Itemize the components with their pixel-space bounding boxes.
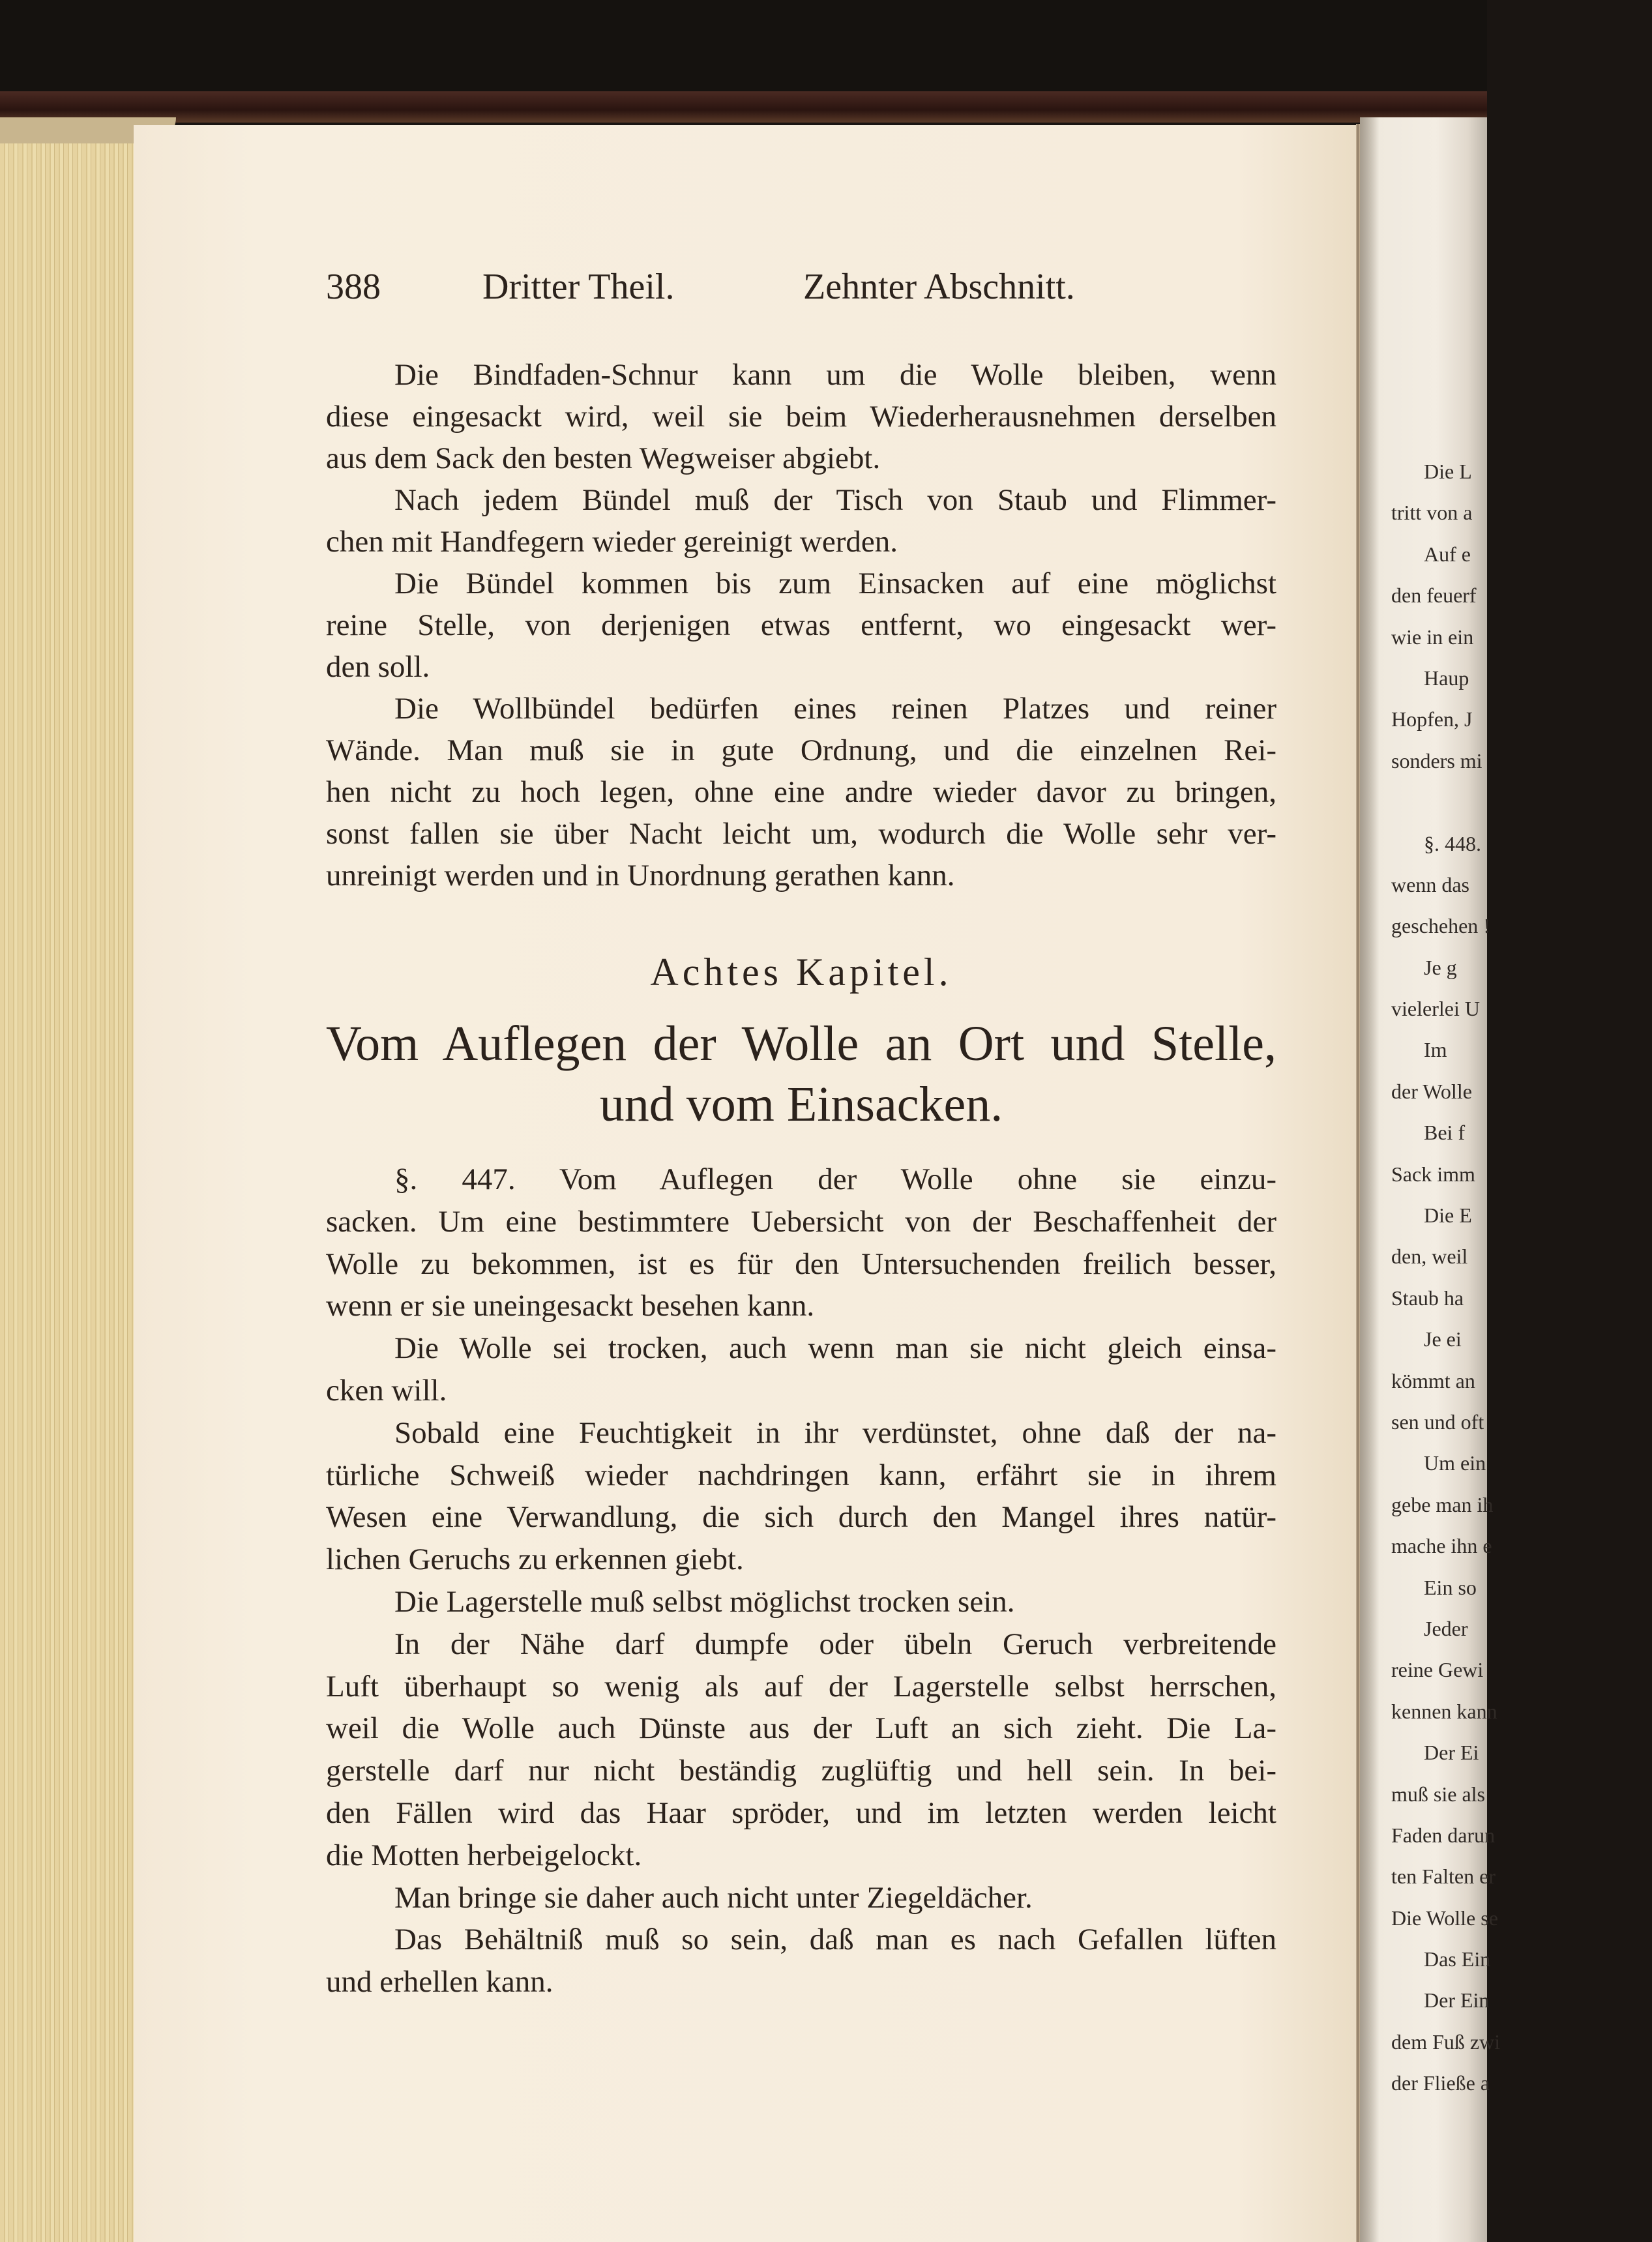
text-line: Die Bündel kommen bis zum Einsacken auf eine möglichst <box>394 567 1276 600</box>
text-line: weil die Wolle auch Dünste aus der Luft an sich zieht. Die La- <box>326 1711 1276 1746</box>
facing-page-line: Bei f <box>1424 1121 1466 1145</box>
facing-page-line: tritt von a <box>1391 501 1473 525</box>
header-section: Zehnter Abschnitt. <box>803 267 1075 307</box>
facing-page-line: Staub ha <box>1391 1286 1464 1310</box>
facing-page-line: geschehen ! <box>1391 914 1490 938</box>
facing-page-line: Jeder <box>1424 1616 1468 1640</box>
book-binding-edge <box>0 91 1487 123</box>
facing-page-line: Die Wolle se <box>1391 1906 1498 1930</box>
text-line: Die Wolle sei trocken, auch wenn man sie nicht gleich einsa- <box>394 1331 1276 1366</box>
facing-page-line: Auf e <box>1424 542 1471 566</box>
chapter-title-line-1: Vom Auflegen der Wolle an Ort und Stelle, <box>326 1016 1276 1071</box>
text-line: Die Lagerstelle muß selbst möglichst trocken sein. <box>394 1584 1015 1619</box>
facing-page-line: Um ein <box>1424 1451 1486 1475</box>
facing-page-line: vielerlei U <box>1391 997 1480 1021</box>
text-line: den soll. <box>326 650 430 684</box>
facing-page-line: Die E <box>1424 1203 1472 1228</box>
text-line: wenn er sie uneingesackt besehen kann. <box>326 1289 815 1323</box>
facing-page-line: den feuerf <box>1391 583 1477 608</box>
text-line: gerstelle darf nur nicht beständig zuglüftig und hell sein. In bei- <box>326 1754 1276 1788</box>
facing-page-line: kömmt an <box>1391 1368 1475 1393</box>
facing-page <box>1360 117 1501 2242</box>
facing-page-line: kennen kann <box>1391 1699 1497 1723</box>
facing-page-line: wenn das <box>1391 872 1469 896</box>
facing-page-line: ten Falten er <box>1391 1865 1496 1889</box>
text-line: Man bringe sie daher auch nicht unter Ziegeldächer. <box>394 1880 1033 1915</box>
facing-page-line: Das Ein <box>1424 1947 1491 1971</box>
text-line: die Motten herbeigelockt. <box>326 1838 642 1872</box>
facing-page-line: Die L <box>1424 460 1472 483</box>
facing-page-text <box>1391 451 1652 2104</box>
facing-page-line: wie in ein <box>1391 625 1474 649</box>
dark-background <box>0 0 1487 98</box>
text-line: hen nicht zu hoch legen, ohne eine andre wieder davor zu bringen, <box>326 775 1276 809</box>
header-part: Dritter Theil. <box>482 267 675 307</box>
facing-page-line: Hopfen, J <box>1391 707 1473 731</box>
text-line: Die Bindfaden-Schnur kann um die Wolle bleiben, wenn <box>394 358 1276 392</box>
text-line: diese eingesackt wird, weil sie beim Wiederherausnehmen derselben <box>326 400 1276 434</box>
text-line: Nach jedem Bündel muß der Tisch von Staub und Flimmer- <box>394 483 1276 517</box>
facing-page-line: Haup <box>1424 666 1469 690</box>
facing-page-line: Der Ei <box>1424 1741 1479 1765</box>
text-line: aus dem Sack den besten Wegweiser abgiebt. <box>326 441 881 475</box>
chapter-title-line-2: und vom Einsacken. <box>599 1077 1003 1132</box>
text-block-top <box>326 354 1276 896</box>
facing-page-line: Der Ein <box>1424 1988 1490 2013</box>
text-line: Wände. Man muß sie in gute Ordnung, und die einzelnen Rei- <box>326 733 1276 767</box>
facing-page-shadow <box>1360 117 1379 2242</box>
text-line: Das Behältniß muß so sein, daß man es nach Gefallen lüften <box>394 1923 1276 1957</box>
facing-page-line: der Fließe a <box>1391 2071 1490 2095</box>
text-line: §. 447. Vom Auflegen der Wolle ohne sie einzu- <box>394 1162 1276 1196</box>
chapter-number: Achtes Kapitel. <box>650 951 952 994</box>
text-line: unreinigt werden und in Unordnung gerathen kann. <box>326 859 955 892</box>
facing-page-line: Im <box>1424 1038 1447 1062</box>
text-line: chen mit Handfegern wieder gereinigt werden. <box>326 525 898 559</box>
text-line: Wesen eine Verwandlung, die sich durch den Mangel ihres natür- <box>326 1500 1276 1535</box>
facing-page-line: Faden darun <box>1391 1823 1496 1847</box>
text-line: türliche Schweiß wieder nachdringen kann, erfährt sie in ihrem <box>326 1458 1276 1492</box>
text-line: sonst fallen sie über Nacht leicht um, wodurch die Wolle sehr ver- <box>326 817 1276 851</box>
text-line: reine Stelle, von derjenigen etwas entfernt, wo eingesackt wer- <box>326 608 1276 642</box>
facing-page-line: Sack imm <box>1391 1162 1475 1186</box>
facing-page-line: sen und oft <box>1391 1409 1484 1434</box>
text-block-bottom <box>326 1158 1276 2003</box>
text-line: Sobald eine Feuchtigkeit in ihr verdünstet, ohne daß der na- <box>394 1415 1276 1450</box>
facing-page-line: den, weil <box>1391 1245 1468 1269</box>
text-line: In der Nähe darf dumpfe oder übeln Geruch verbreitende <box>394 1627 1276 1661</box>
text-line: sacken. Um eine bestimmtere Uebersicht von der Beschaffenheit der <box>326 1204 1276 1239</box>
facing-page-line: sonders mi <box>1391 748 1482 773</box>
facing-page-line: dem Fuß zwi <box>1391 2029 1501 2054</box>
facing-page-line: gebe man ih <box>1391 1492 1494 1516</box>
facing-page-line: Je ei <box>1424 1327 1462 1351</box>
facing-page-line: muß sie als <box>1391 1782 1485 1806</box>
text-line: Luft überhaupt so wenig als auf der Lagerstelle selbst herrschen, <box>326 1669 1276 1704</box>
facing-page-line <box>1391 782 1652 823</box>
book-page-edges <box>0 121 137 2242</box>
text-line: den Fällen wird das Haar spröder, und im letzten werden leicht <box>326 1795 1276 1830</box>
facing-page-line: reine Gewi <box>1391 1658 1484 1682</box>
text-line: lichen Geruchs zu erkennen giebt. <box>326 1542 744 1577</box>
text-line: Die Wollbündel bedürfen eines reinen Platzes und reiner <box>394 692 1276 726</box>
facing-page-line: Je g <box>1424 955 1457 979</box>
facing-page-line: Ein so <box>1424 1575 1477 1599</box>
running-header <box>326 264 1278 310</box>
text-line: cken will. <box>326 1373 447 1408</box>
page-number: 388 <box>326 267 381 307</box>
facing-page-line: §. 448. <box>1424 831 1481 855</box>
facing-page-line: der Wolle <box>1391 1079 1472 1103</box>
text-line: Wolle zu bekommen, ist es für den Untersuchenden freilich besser, <box>326 1246 1276 1281</box>
text-line: und erhellen kann. <box>326 1965 553 1999</box>
facing-page-line: mache ihn e <box>1391 1534 1492 1558</box>
